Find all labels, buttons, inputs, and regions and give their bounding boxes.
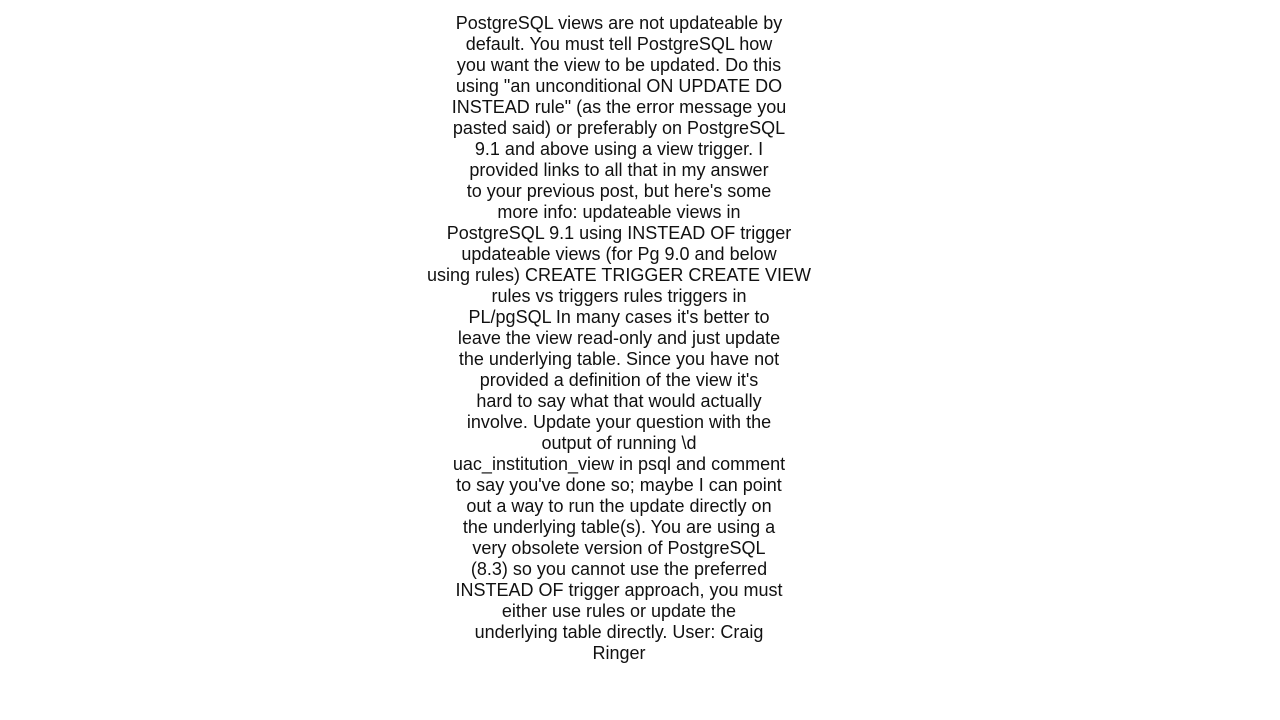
answer-text: PostgreSQL views are not updateable by default. You must tell PostgreSQL how you want the view to be updated. Do this using "an unconditional ON UPDATE DO INSTEAD rule" (as the error message you pasted said) or preferably on PostgreSQL 9.1 and above using a view trigger. I provided links to all that in my answer to your previous post, but here's some more info: updateable views in PostgreSQL 9.1 using INSTEAD OF trigger updateable views (for Pg 9.0 and below using rules) CREATE TRIGGER CREATE VIEW rules vs triggers rules triggers in PL/pgSQL In many cases it's better to leave the view read-only and just update the underlying table. Since you have not provided a definition of the view it's hard to say what that would actually involve. Update your question with the output of running \d uac_institution_view in psql and comment to say you've done so; maybe I can point out a way to run the update directly on the underlying table(s). You are using a very obsolete version of PostgreSQL (8.3) so you cannot use the preferred INSTEAD OF trigger approach, you must either use rules or update the underlying table directly. User: Craig Ringer <box>426 13 812 663</box>
